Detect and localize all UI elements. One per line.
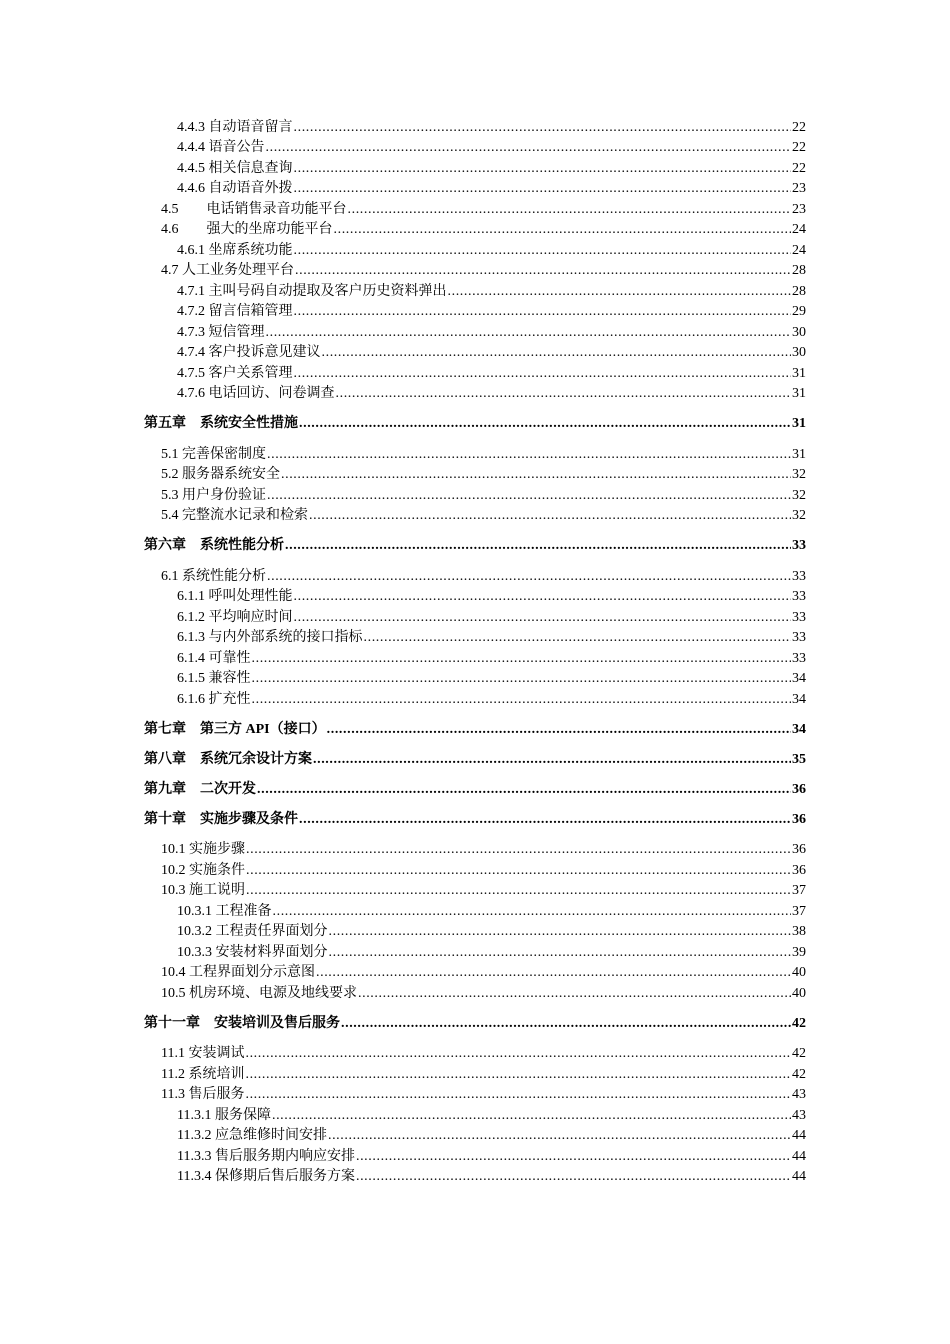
toc-dot-leader bbox=[273, 903, 792, 921]
toc-entry-title: 6.1.2 平均响应时间 bbox=[177, 609, 293, 625]
toc-section-entry[interactable] bbox=[177, 1125, 806, 1146]
toc-dot-leader bbox=[341, 1015, 791, 1033]
toc-page-number: 33 bbox=[792, 589, 806, 604]
toc-entry-title: 5.1 完善保密制度 bbox=[161, 446, 266, 462]
toc-dot-leader bbox=[245, 1066, 791, 1084]
toc-entry-title: 10.1 实施步骤 bbox=[161, 842, 245, 857]
toc-section-entry[interactable] bbox=[161, 565, 806, 586]
toc-section-entry[interactable] bbox=[177, 280, 806, 301]
toc-dot-leader bbox=[294, 119, 792, 137]
toc-section-entry[interactable] bbox=[177, 900, 806, 921]
toc-page-number: 28 bbox=[792, 263, 806, 278]
toc-section-entry[interactable] bbox=[161, 1043, 806, 1064]
toc-dot-leader bbox=[328, 1127, 791, 1145]
toc-section-entry[interactable] bbox=[177, 627, 806, 648]
toc-entry-title: 4.5 电话销售录音功能平台 bbox=[161, 201, 347, 217]
toc-entry-title: 4.6.1 坐席系统功能 bbox=[177, 242, 293, 258]
toc-page-number: 44 bbox=[792, 1148, 806, 1164]
toc-page-number: 42 bbox=[792, 1015, 806, 1031]
toc-section-entry[interactable] bbox=[177, 921, 806, 942]
toc-entry-title: 11.3.1 服务保障 bbox=[177, 1107, 271, 1123]
toc-dot-leader bbox=[294, 609, 792, 627]
toc-entry-title: 6.1.1 呼叫处理性能 bbox=[177, 589, 293, 604]
toc-dot-leader bbox=[329, 923, 792, 941]
toc-dot-leader bbox=[267, 568, 791, 586]
toc-section-entry[interactable] bbox=[161, 839, 806, 860]
toc-section-entry[interactable] bbox=[161, 443, 806, 464]
toc-page-number: 44 bbox=[792, 1128, 806, 1143]
toc-page-number: 35 bbox=[792, 751, 806, 767]
toc-section-entry[interactable] bbox=[161, 198, 806, 219]
toc-chapter-entry[interactable] bbox=[144, 809, 806, 829]
toc-section-entry[interactable] bbox=[177, 321, 806, 342]
toc-section-entry[interactable] bbox=[161, 982, 806, 1003]
toc-section-entry[interactable] bbox=[177, 1166, 806, 1187]
toc-entry-title: 6.1 系统性能分析 bbox=[161, 568, 266, 584]
toc-entry-title: 4.7.4 客户投诉意见建议 bbox=[177, 345, 321, 360]
toc-page-number: 32 bbox=[792, 487, 806, 503]
toc-dot-leader bbox=[245, 1045, 791, 1063]
toc-entry-title: 6.1.5 兼容性 bbox=[177, 671, 251, 686]
toc-dot-leader bbox=[294, 242, 792, 260]
toc-dot-leader bbox=[272, 1107, 791, 1125]
toc-page-number: 42 bbox=[792, 1046, 806, 1061]
toc-dot-leader bbox=[266, 324, 792, 342]
toc-dot-leader bbox=[334, 221, 792, 239]
toc-page-number: 36 bbox=[792, 842, 806, 857]
toc-entry-title: 10.2 实施条件 bbox=[161, 862, 245, 878]
toc-dot-leader bbox=[316, 964, 791, 982]
toc-page-number: 31 bbox=[792, 386, 806, 401]
toc-entry-title: 6.1.6 扩充性 bbox=[177, 691, 251, 707]
toc-page-number: 36 bbox=[792, 811, 806, 827]
toc-page-number: 34 bbox=[792, 691, 806, 707]
toc-entry-title: 第八章 系统冗余设计方案 bbox=[144, 751, 312, 767]
toc-section-entry[interactable] bbox=[177, 116, 806, 137]
toc-section-entry[interactable] bbox=[177, 137, 806, 158]
toc-entry-title: 10.5 机房环境、电源及地线要求 bbox=[161, 985, 357, 1001]
toc-chapter-entry[interactable] bbox=[144, 535, 806, 555]
toc-section-entry[interactable] bbox=[161, 962, 806, 983]
toc-section-entry[interactable] bbox=[177, 647, 806, 668]
toc-page-number: 29 bbox=[792, 304, 806, 319]
toc-section-entry[interactable] bbox=[177, 1145, 806, 1166]
toc-page-number: 31 bbox=[792, 365, 806, 381]
toc-entry-title: 4.4.3 自动语音留言 bbox=[177, 119, 293, 135]
toc-page-number: 43 bbox=[792, 1107, 806, 1123]
toc-entry-title: 第十一章 安装培训及售后服务 bbox=[144, 1015, 340, 1031]
toc-page-number: 23 bbox=[792, 181, 806, 196]
toc-page-number: 44 bbox=[792, 1169, 806, 1184]
toc-entry-title: 11.3.2 应急维修时间安排 bbox=[177, 1128, 327, 1143]
toc-entry-title: 第五章 系统安全性措施 bbox=[144, 416, 298, 431]
toc-dot-leader bbox=[294, 303, 792, 321]
toc-entry-title: 6.1.4 可靠性 bbox=[177, 650, 251, 666]
toc-page-number: 28 bbox=[792, 283, 806, 299]
toc-dot-leader bbox=[294, 180, 792, 198]
toc-page-number: 30 bbox=[792, 324, 806, 340]
toc-page-number: 37 bbox=[792, 883, 806, 898]
toc-dot-leader bbox=[246, 862, 791, 880]
toc-entry-title: 5.2 服务器系统安全 bbox=[161, 467, 280, 482]
toc-dot-leader bbox=[267, 446, 791, 464]
toc-entry-title: 11.2 系统培训 bbox=[161, 1066, 245, 1082]
toc-dot-leader bbox=[245, 1086, 791, 1104]
toc-page-number: 43 bbox=[792, 1087, 806, 1102]
toc-entry-title: 10.3.1 工程准备 bbox=[177, 903, 272, 919]
toc-section-entry[interactable] bbox=[177, 383, 806, 404]
toc-section-entry[interactable] bbox=[177, 178, 806, 199]
toc-entry-title: 10.3 施工说明 bbox=[161, 883, 245, 898]
toc-entry-title: 4.4.4 语音公告 bbox=[177, 140, 265, 155]
toc-page-number: 31 bbox=[792, 416, 806, 431]
toc-entry-title: 6.1.3 与内外部系统的接口指标 bbox=[177, 630, 363, 645]
toc-dot-leader bbox=[267, 487, 791, 505]
toc-entry-title: 10.3.3 安装材料界面划分 bbox=[177, 944, 328, 960]
toc-page-number: 22 bbox=[792, 119, 806, 135]
toc-dot-leader bbox=[327, 721, 791, 739]
toc-dot-leader bbox=[299, 811, 791, 829]
toc-dot-leader bbox=[448, 283, 792, 301]
toc-section-entry[interactable] bbox=[177, 1104, 806, 1125]
toc-page-number: 42 bbox=[792, 1066, 806, 1082]
toc-dot-leader bbox=[322, 344, 792, 362]
toc-dot-leader bbox=[358, 985, 791, 1003]
toc-dot-leader bbox=[257, 781, 791, 799]
toc-entry-title: 4.6 强大的坐席功能平台 bbox=[161, 222, 333, 237]
toc-page-number: 37 bbox=[792, 903, 806, 919]
toc-dot-leader bbox=[299, 415, 791, 433]
toc-section-entry[interactable] bbox=[161, 859, 806, 880]
toc-page-number: 22 bbox=[792, 160, 806, 176]
toc-dot-leader bbox=[309, 507, 791, 525]
toc-page-number: 23 bbox=[792, 201, 806, 217]
toc-page-number: 33 bbox=[792, 538, 806, 553]
toc-section-entry[interactable] bbox=[161, 1063, 806, 1084]
toc-dot-leader bbox=[252, 670, 792, 688]
toc-section-entry[interactable] bbox=[161, 484, 806, 505]
toc-chapter-entry[interactable] bbox=[144, 413, 806, 433]
toc-section-entry[interactable] bbox=[161, 219, 806, 240]
toc-section-entry[interactable] bbox=[177, 301, 806, 322]
toc-dot-leader bbox=[281, 466, 791, 484]
toc-section-entry[interactable] bbox=[161, 1084, 806, 1105]
toc-page-number: 31 bbox=[792, 446, 806, 462]
toc-page-number: 39 bbox=[792, 944, 806, 960]
toc-section-entry[interactable] bbox=[161, 880, 806, 901]
toc-page-number: 34 bbox=[792, 721, 806, 737]
toc-dot-leader bbox=[313, 751, 791, 769]
toc-entry-title: 4.7.2 留言信箱管理 bbox=[177, 304, 293, 319]
toc-page-number: 32 bbox=[792, 467, 806, 482]
toc-dot-leader bbox=[329, 944, 792, 962]
toc-chapter-entry[interactable] bbox=[144, 749, 806, 769]
toc-entry-title: 4.4.5 相关信息查询 bbox=[177, 160, 293, 176]
toc-section-entry[interactable] bbox=[177, 586, 806, 607]
toc-page-number: 34 bbox=[792, 671, 806, 686]
toc-chapter-entry[interactable] bbox=[144, 1013, 806, 1033]
toc-chapter-entry[interactable] bbox=[144, 779, 806, 799]
toc-section-entry[interactable] bbox=[177, 668, 806, 689]
toc-page-number: 22 bbox=[792, 140, 806, 155]
toc-entry-title: 第九章 二次开发 bbox=[144, 781, 256, 797]
toc-page-number: 38 bbox=[792, 924, 806, 939]
toc-section-entry[interactable] bbox=[177, 606, 806, 627]
toc-entry-title: 第十章 实施步骤及条件 bbox=[144, 811, 298, 827]
toc-dot-leader bbox=[336, 385, 792, 403]
toc-section-entry[interactable] bbox=[177, 342, 806, 363]
toc-entry-title: 4.7.1 主叫号码自动提取及客户历史资料弹出 bbox=[177, 283, 447, 299]
toc-entry-title: 5.3 用户身份验证 bbox=[161, 487, 266, 503]
toc-page-number: 36 bbox=[792, 862, 806, 878]
table-of-contents bbox=[0, 116, 950, 1186]
toc-dot-leader bbox=[294, 588, 792, 606]
toc-dot-leader bbox=[246, 841, 791, 859]
toc-entry-title: 4.7.5 客户关系管理 bbox=[177, 365, 293, 381]
toc-dot-leader bbox=[285, 537, 791, 555]
toc-dot-leader bbox=[252, 691, 792, 709]
toc-entry-title: 10.4 工程界面划分示意图 bbox=[161, 965, 315, 980]
toc-entry-title: 5.4 完整流水记录和检索 bbox=[161, 508, 308, 523]
toc-page-number: 40 bbox=[792, 965, 806, 980]
toc-entry-title: 11.1 安装调试 bbox=[161, 1046, 245, 1061]
toc-page-number: 33 bbox=[792, 630, 806, 645]
toc-dot-leader bbox=[295, 262, 791, 280]
toc-entry-title: 11.3.3 售后服务期内响应安排 bbox=[177, 1148, 355, 1164]
toc-entry-title: 4.4.6 自动语音外拨 bbox=[177, 181, 293, 196]
toc-page-number: 36 bbox=[792, 781, 806, 797]
toc-dot-leader bbox=[294, 160, 792, 178]
toc-page-number: 24 bbox=[792, 242, 806, 258]
toc-page-number: 30 bbox=[792, 345, 806, 360]
toc-page-number: 40 bbox=[792, 985, 806, 1001]
toc-entry-title: 10.3.2 工程责任界面划分 bbox=[177, 924, 328, 939]
toc-page-number: 33 bbox=[792, 568, 806, 584]
toc-section-entry[interactable] bbox=[177, 362, 806, 383]
toc-section-entry[interactable] bbox=[177, 239, 806, 260]
toc-section-entry[interactable] bbox=[161, 260, 806, 281]
toc-dot-leader bbox=[348, 201, 792, 219]
toc-page-number: 24 bbox=[792, 222, 806, 237]
toc-dot-leader bbox=[266, 139, 792, 157]
toc-page-number: 33 bbox=[792, 650, 806, 666]
toc-dot-leader bbox=[294, 365, 792, 383]
toc-section-entry[interactable] bbox=[177, 688, 806, 709]
toc-chapter-entry[interactable] bbox=[144, 719, 806, 739]
toc-dot-leader bbox=[246, 882, 791, 900]
toc-entry-title: 第六章 系统性能分析 bbox=[144, 538, 284, 553]
toc-dot-leader bbox=[356, 1148, 791, 1166]
toc-page-number: 32 bbox=[792, 508, 806, 523]
toc-entry-title: 11.3.4 保修期后售后服务方案 bbox=[177, 1169, 355, 1184]
toc-section-entry[interactable] bbox=[161, 464, 806, 485]
toc-entry-title: 4.7 人工业务处理平台 bbox=[161, 263, 294, 278]
toc-dot-leader bbox=[364, 629, 792, 647]
toc-page-number: 33 bbox=[792, 609, 806, 625]
toc-dot-leader bbox=[252, 650, 792, 668]
toc-entry-title: 4.7.6 电话回访、问卷调查 bbox=[177, 386, 335, 401]
toc-section-entry[interactable] bbox=[177, 941, 806, 962]
toc-dot-leader bbox=[356, 1168, 791, 1186]
toc-section-entry[interactable] bbox=[177, 157, 806, 178]
toc-entry-title: 4.7.3 短信管理 bbox=[177, 324, 265, 340]
toc-section-entry[interactable] bbox=[161, 505, 806, 526]
toc-entry-title: 第七章 第三方 API（接口） bbox=[144, 721, 326, 737]
toc-entry-title: 11.3 售后服务 bbox=[161, 1087, 245, 1102]
